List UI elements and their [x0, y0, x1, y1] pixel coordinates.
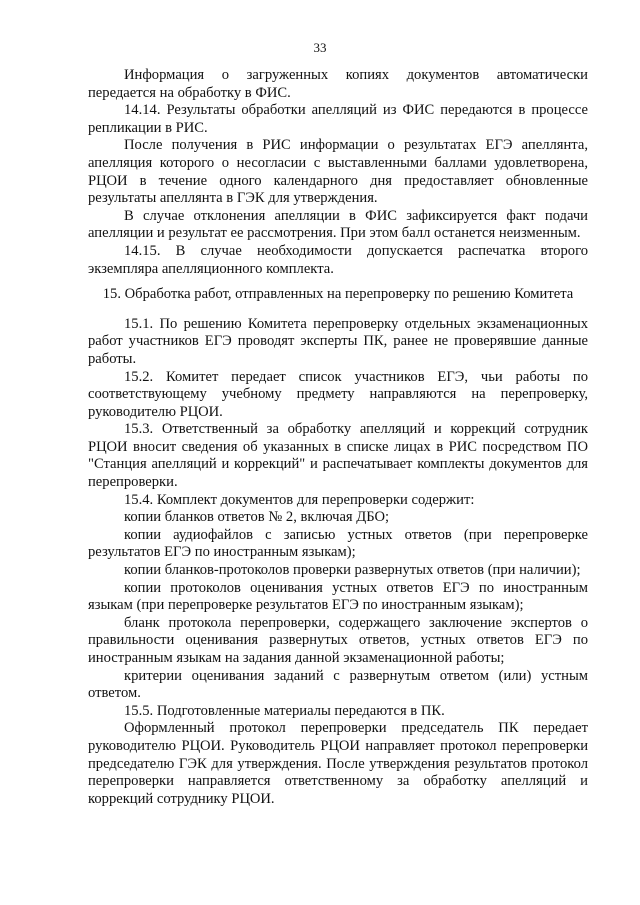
paragraph-fis-info: Информация о загруженных копиях документов автоматически передается на обработку в ФИС. — [88, 67, 588, 101]
list-item: копии протоколов оценивания устных ответов ЕГЭ по иностранным языкам (при перепроверке результатов ЕГЭ по иностранным языкам); — [88, 579, 588, 614]
paragraph-15-2: 15.2. Комитет передает список участников ЕГЭ, чьи работы по соответствующему учебному предмету направляются на перепроверку, руководителю РЦОИ. — [88, 368, 588, 420]
paragraph-15-5: 15.5. Подготовленные материалы передаются в ПК. — [124, 702, 445, 719]
paragraph-14-15: 14.15. В случае необходимости допускается распечатка второго экземпляра апелляционного комплекта. — [88, 242, 588, 277]
list-item: копии аудиофайлов с записью устных ответов (при перепроверке результатов ЕГЭ по иностранным языкам); — [88, 526, 588, 561]
page-number: 33 — [313, 40, 327, 55]
paragraph-14-14: 14.14. Результаты обработки апелляций из ФИС передаются в процессе репликации в РИС. — [88, 102, 588, 136]
paragraph-15-4: 15.4. Комплект документов для перепроверки содержит: — [124, 491, 475, 508]
paragraph-after-ris: После получения в РИС информации о результатах ЕГЭ апеллянта, апелляция которого о несогласии с выставленными баллами удовлетворена, РЦОИ в течение одного календарного дня предоставляет обновленные результаты апеллянта в ГЭК для утверждения. — [88, 137, 588, 207]
section-heading-15: 15. Обработка работ, отправленных на перепроверку по решению Комитета — [102, 286, 574, 303]
list-item: копии бланков ответов № 2, включая ДБО; — [124, 509, 390, 526]
paragraph-rejection: В случае отклонения апелляции в ФИС зафиксируется факт подачи апелляции и результат ее рассмотрения. При этом балл останется неизменным. — [88, 207, 588, 242]
list-item: бланк протокола перепроверки, содержащего заключение экспертов о правильности оценивания развернутых ответов, устных ответов ЕГЭ по иностранным языкам на задания данной экзаменационной работы; — [88, 614, 588, 666]
document-body — [88, 67, 588, 808]
list-item: копии бланков-протоколов проверки развернутых ответов (при наличии); — [124, 562, 581, 579]
paragraph-protocol: Оформленный протокол перепроверки председатель ПК передает руководителю РЦОИ. Руководитель РЦОИ направляет протокол перепроверки председателю ГЭК для утверждения. После утверждения результатов протокол перепроверки направляется ответственному за обработку апелляций и коррекций сотруднику РЦОИ. — [88, 720, 588, 807]
list-item: критерии оценивания заданий с развернутым ответом (или) устным ответом. — [88, 667, 588, 702]
paragraph-15-1: 15.1. По решению Комитета перепроверку отдельных экзаменационных работ участников ЕГЭ проводят эксперты ПК, ранее не проверявшие данные работы. — [88, 315, 588, 367]
paragraph-15-3: 15.3. Ответственный за обработку апелляций и коррекций сотрудник РЦОИ вносит сведения об указанных в списке лицах в РИС посредством ПО "Станция апелляций и коррекций" и распечатывает комплекты документов для перепроверки. — [88, 421, 588, 491]
